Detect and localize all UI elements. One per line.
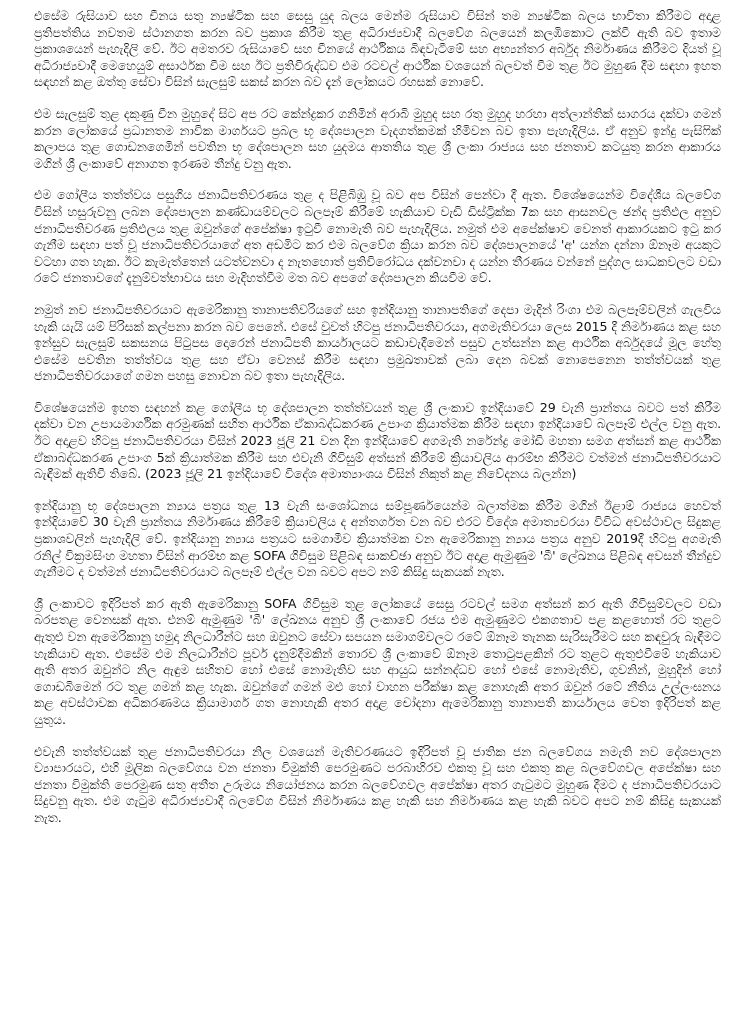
paragraph-6: ඉන්දියානු භූ දේශපාලන න්‍යාය පත්‍රය තුළ 13 වැනි සංශෝධනය සම්පූර්ණයෙන්ම බලාත්මක කිරීම මගින් ඊළාම් රාජ්‍යය හෙවත් ඉන්දියාවේ 30 වැනි ප්‍රාන්තය නිර්මාණය කිරීමේ ක්‍රියාවලිය ද අන්තර්ගත වන බව එරට විදේශ අමාත්‍යවරයා විවිධ අවස්ථාවල සිදුකළ ප්‍රකාශවලින් පැහැදිලි වේ. ඉන්දියානු න්‍යාය පත්‍රයට සමගාමීව ක්‍රියාත්මක වන ඇමෙරිකානු න්‍යාය පත්‍රය අනුව 2019දී හිටපු අගමැති රනිල් වික්‍රමසිංහ මහතා විසින් ආරම්භ කළ SOFA ගිවිසුම පිළිබඳ සාකච්ඡා අනුව ඊට අදාළ ඇමුණුම 'බී' ලේඛනය පිළිබඳ අවසන් තීන්දුව ගැනීමට ද වත්මන් ජනාධිපතිවරයාට බලපෑම් එල්ල වන බවට අපට නම් කිසිදු සැකයක් නැත. bbox=[34, 497, 721, 580]
paragraph-7: ශ්‍රී ලංකාවට ඉදිරිපත් කර ඇති ඇමෙරිකානු SOFA ගිවිසුම තුළ ලෝකයේ සෙසු රටවල් සමග අත්සන් කර ඇති ගිවිසුම්වලට වඩා බරපතළ වෙනසක් ඇත. එනම් ඇමුණුම 'බී' ලේඛනය අනුව ශ්‍රී ලංකාවේ රජය එම ඇමුණුමට එකගතාව පළ කළහොත් රට තුළට ඇතුළු වන ඇමෙරිකානු හමුදා නිලධාරීන්ට සහ ඔවුනට සේවා සපයන සමාගම්වලට රටේ ඕනෑම තැනක සැරිසැරීමට සහ කඳවුරු බැඳීමට හැකියාව ඇත. එසේම එම නිලධාරීන්ට පූර්ව දැනුම්දීමකින් තොරව ශ්‍රී ලංකාවේ ඕනෑම තොටුපළකින් රට තුළට ඇතුළුවීමේ හැකියාව ඇති අතර ඔවුන්ට නිල ඇඳුම සහිතව හෝ එසේ නොමැතිව සහ ආයුධ සන්නද්ධව හෝ එසේ නොමැතිව, ගුවනින්, මුහුදින් හෝ ගොඩබිමෙන් රට තුළ ගමන් කළ හැක. ඔවුන්ගේ ගමන් මළු හෝ වාහන පරීක්ෂා කළ නොහැකි අතර ඔවුන් රටේ නීතිය උල්ලංඝනය කළ අවස්ථාවක අධිකරණමය ක්‍රියාමාර්ග ගත නොහැකි අතර අදාළ චෝදනා ඇමෙරිකානු තානාපති කාර්යාලය වෙත ඉදිරිපත් කළ යුතුය. bbox=[34, 595, 721, 727]
paragraph-5: විශේෂයෙන්ම ඉහත සඳහන් කළ ගෝලීය භූ දේශපාලන තත්ත්වයන් තුළ ශ්‍රී ලංකාව ඉන්දියාවේ 29 වැනි ප්‍රාන්තය බවට පත් කිරීම දක්වා වන උපායමාර්ගික අරමුණක් සහිත ආර්ථික ඒකාබද්ධකරණ උපාංග ක්‍රියාත්මක කිරීම සඳහා ඉන්දියාවේ බලපෑම් එල්ල වනු ඇත. ඊට අදාළව හිටපු ජනාධිපතිවරයා විසින් 2023 ජූලි 21 වන දින ඉන්දියාවේ අගමැති නරේන්ද්‍ර මෝඩි මහතා සමග අත්සන් කළ ආර්ථික ඒකාබද්ධකරණ උපාංග 5ක් ක්‍රියාත්මක කිරීම සහ එවැනි ගිවිසුම් අත්සන් කිරීමේ ක්‍රියාවලිය ආරම්භ කිරීමට වත්මන් ජනාධිපතිවරයාට බැඳීමක් ඇතිවී තිබේ. (2023 ජූලි 21 ඉන්දියාවේ විදේශ අමාත්‍යාංශය විසින් නිකුත් කළ නිවේදනය බලන්න) bbox=[34, 399, 721, 482]
paragraph-8: එවැනි තත්ත්වයක් තුළ ජනාධිපතිවරයා නිල වශයෙන් මැතිවරණයට ඉදිරිපත් වූ ජාතික ජන බලවේගය නමැති නව දේශපාලන ව්‍යාපාරයට, එහි මූලික බලවේගය වන ජනතා විමුක්ති පෙරමුණට පරබාහිරව එකතු වූ සහ එකතු කළ බලවේගවල අපේක්ෂා සහ ජනතා විමුක්ති පෙරමුණ සතු අතීත උරුමය නියෝජනය කරන බලවේගවල අපේක්ෂා අතර ගැටුමට මුහුණ දීමට ද ජනාධිපතිවරයාට සිදුවනු ඇත. එම ගැටුම අධිරාජ්‍යවාදී බලවේග විසින් නිර්මාණය කළ හැකි සහ නිර්මාණය කළ හැකි බවට අපට නම් කිසිදු සැකයක් නැත. bbox=[34, 743, 721, 825]
paragraph-1: එසේම රුසියාව සහ චීනය සතු න්‍යෂ්ටික සහ සෙසු යුද බලය මෙන්ම රුසියාව විසින් තම න්‍යෂ්ටික බලය භාවිතා කිරීමට අදාළ ප්‍රතිපත්තිය නවතම ස්ථානගත කරන බව ප්‍රකාශ කිරීම තුළ අධිරාජ්‍යවාදී බලවේග බලයෙන් කලඹිකොට ලක්වී ඇති බව ඉතාම ප්‍රකාශයෙන් පැහැදිලි වේ. ඊට අමතරව රුසියාවේ සහ චීනයේ ආර්ථිකය බිඳවැටීමේ සහ අභ්‍යන්තර අර්බුද නිර්මාණය කිරීමට දියත් වූ අධිරාජ්‍යවාදී මෙහෙයුම් අසාර්ථක වීම සහ ඊට ප්‍රතිවිරුද්ධව එම රටවල් ආර්ථික වශයෙන් බලවත් වීම තුළ ඊට මුහුණ දීම සඳහා ඉහත සඳහන් කළ ඔත්තු සේවා විසින් සැලසුම් සකස් කරන බව දැන් ලෝකයට රහසක් නොවේ. bbox=[34, 8, 721, 90]
paragraph-2: එම සැලසුම් තුළ දකුණු චීන මුහුදේ සිට අප රට කේන්ද්‍රකර ගනිමින් අරාබි මුහුද සහ රතු මුහුද හරහා අත්ලාන්තික් සාගරය දක්වා ගමන් කරන ලෝකයේ ප්‍රධානතම නාවික මාර්ගයට ප්‍රබල භූ දේශපාලන වැදගත්කමක් හිමිවන බව ඉතා පැහැදිලිය. ඒ අනුව ඉන්දු පැසිෆික් කලාපය තුළ ගොඩනගෙමින් පවතින භූ දේශපාලන සහ යුදමය ආතතිය තුළ ශ්‍රී ලංකා රාජ්‍යය සහ ජනතාව කටයුතු කරන ආකාරය මගින් ශ්‍රී ලංකාවේ අනාගත ඉරණම තීන්දු වනු ඇත. bbox=[34, 105, 721, 171]
paragraph-4: නමුත් නව ජනාධිපතිවරයාට ඇමෙරිකානු තානාපතිවරියගේ සහ ඉන්දියානු තානාපතිගේ දෙපා මැදින් රිංගා එම බලපෑම්වලින් ගැලවිය හැකි යැයි යම් පිරිසක් කල්පනා කරන බව පෙනේ. එසේ වුවත් හිටපු ජනාධිපතිවරයා, අගමැතිවරයා ලෙස 2015 දී නිර්මාණය කළ සහ ඉන්සුව සැලසුම් සකසනය පිටුපස දොරෙන් ජනාධිපති කාර්යාලයට කඩාවැදීමෙන් පසුව උත්සන්න කළ ආර්ථික අර්බුදයේ මූල හේතු එසේම පවතින තත්ත්වය තුළ සහ ඒවා වෙනස් කිරීම සඳහා ප්‍රමුඛතාවක් ලබා දෙන බවක් නොපෙනෙන තත්ත්වයක් තුළ ජනාධිපතිවරයාගේ ගමන පහසු නොවන බව ඉතා පැහැදිලිය. bbox=[34, 301, 721, 384]
paragraph-3: එම ගෝලීය තත්ත්වය පසුගිය ජනාධිපතිවරණය තුළ ද පිළිබිඹු වූ බව අප විසින් පෙන්වා දී ඇත. විශේෂයෙන්ම විදේශීය බලවේග විසින් හසුරුවනු ලබන දේශපාලන කණ්ඩායම්වලට බලපෑම් කිරීමේ හැකියාව වැඩි ඩිස්ට්‍රික්ක 7ක සහ ආසනවල ඡන්ද ප්‍රතිඵල අනුව ජනාධිපතිවරණ ප්‍රතිඵලය තුළ ඔවුන්ගේ අපේක්ෂා ඉටුවී නොමැති බව පැහැදිලිය. නමුත් එම අපේක්ෂාව වෙනත් ආකාරයකට ඉටු කර ගැනීම සඳහා පත් වූ ජනාධිපතිවරයාගේ අත අඩමිට කර එම බලවේග ක්‍රියා කරන බව දේශපාලනයේ 'අ' යන්න දන්නා ඕනෑම අයකුට වටහා ගත හැක. ඊට කැමැත්තෙන් යටත්වනවා ද නැතහොත් ප්‍රතිවිරෝධය දක්වනවා ද යන්න තීරණය වන්නේ පුද්ගල සාධකවලට වඩා රටේ ජනතාවගේ දැනුම්වත්භාවය සහ මැදිහත්වීම මත බව අපගේ දේශපාලන කියවීම වේ. bbox=[34, 187, 721, 286]
